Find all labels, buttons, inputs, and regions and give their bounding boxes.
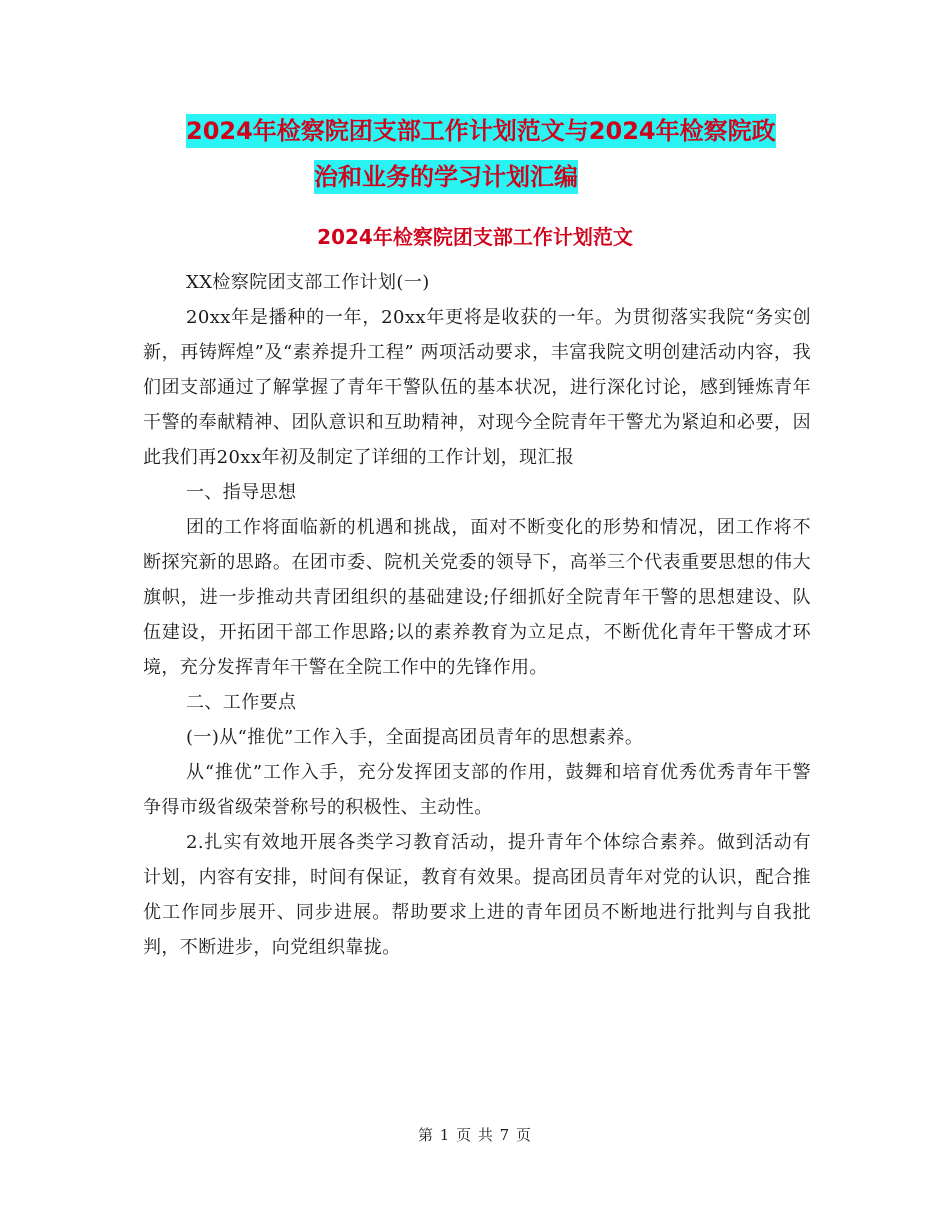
document-title-line-1 xyxy=(186,108,816,154)
document-title-line-2 xyxy=(186,154,816,200)
document-title xyxy=(186,108,816,200)
paragraph-plan-heading: XX检察院团支部工作计划(一) xyxy=(186,272,430,293)
paragraph-heading-guiding-ideology: 一、指导思想 xyxy=(186,482,297,503)
paragraph-heading-work-points: 二、工作要点 xyxy=(186,692,297,713)
title-highlight: 治和业务的学习计划汇编 xyxy=(314,160,578,194)
paragraph-promotion: 从“推优”工作入手，充分发挥团支部的作用，鼓舞和培育优秀优秀青年干警争得市级省级荣誉称号的积极性、主动性。 xyxy=(143,762,811,818)
document-body xyxy=(143,265,811,965)
page-number: 第 1 页 共 7 页 xyxy=(418,1126,532,1144)
paragraph-subheading-promotion: (一)从“推优”工作入手，全面提高团员青年的思想素养。 xyxy=(186,727,644,748)
paragraph-learning-activities: 2.扎实有效地开展各类学习教育活动，提升青年个体综合素养。做到活动有计划，内容有安排，时间有保证，教育有效果。提高团员青年对党的认识，配合推优工作同步展开、同步进展。帮助要求上进的青年团员不断地进行批判与自我批判，不断进步，向党组织靠拢。 xyxy=(143,832,811,958)
section-title: 2024年检察院团支部工作计划范文 xyxy=(317,225,633,249)
paragraph-intro: 20xx年是播种的一年，20xx年更将是收获的一年。为贯彻落实我院“务实创新，再铸辉煌”及“素养提升工程” 两项活动要求，丰富我院文明创建活动内容，我们团支部通过了解掌握了青年干警队伍的基本状况，进行深化讨论，感到锤炼青年干警的奉献精神、团队意识和互助精神，对现今全院青年干警尤为紧迫和必要，因此我们再20xx年初及制定了详细的工作计划，现汇报 xyxy=(143,307,811,468)
paragraph-guiding-ideology: 团的工作将面临新的机遇和挑战，面对不断变化的形势和情况，团工作将不断探究新的思路。在团市委、院机关党委的领导下，高举三个代表重要思想的伟大旗帜，进一步推动共青团组织的基础建设;仔细抓好全院青年干警的思想建设、队伍建设，开拓团干部工作思路;以的素养教育为立足点，不断优化青年干警成才环境，充分发挥青年干警在全院工作中的先锋作用。 xyxy=(143,517,811,678)
title-highlight: 2024年检察院团支部工作计划范文与2024年检察院政 xyxy=(186,114,776,148)
